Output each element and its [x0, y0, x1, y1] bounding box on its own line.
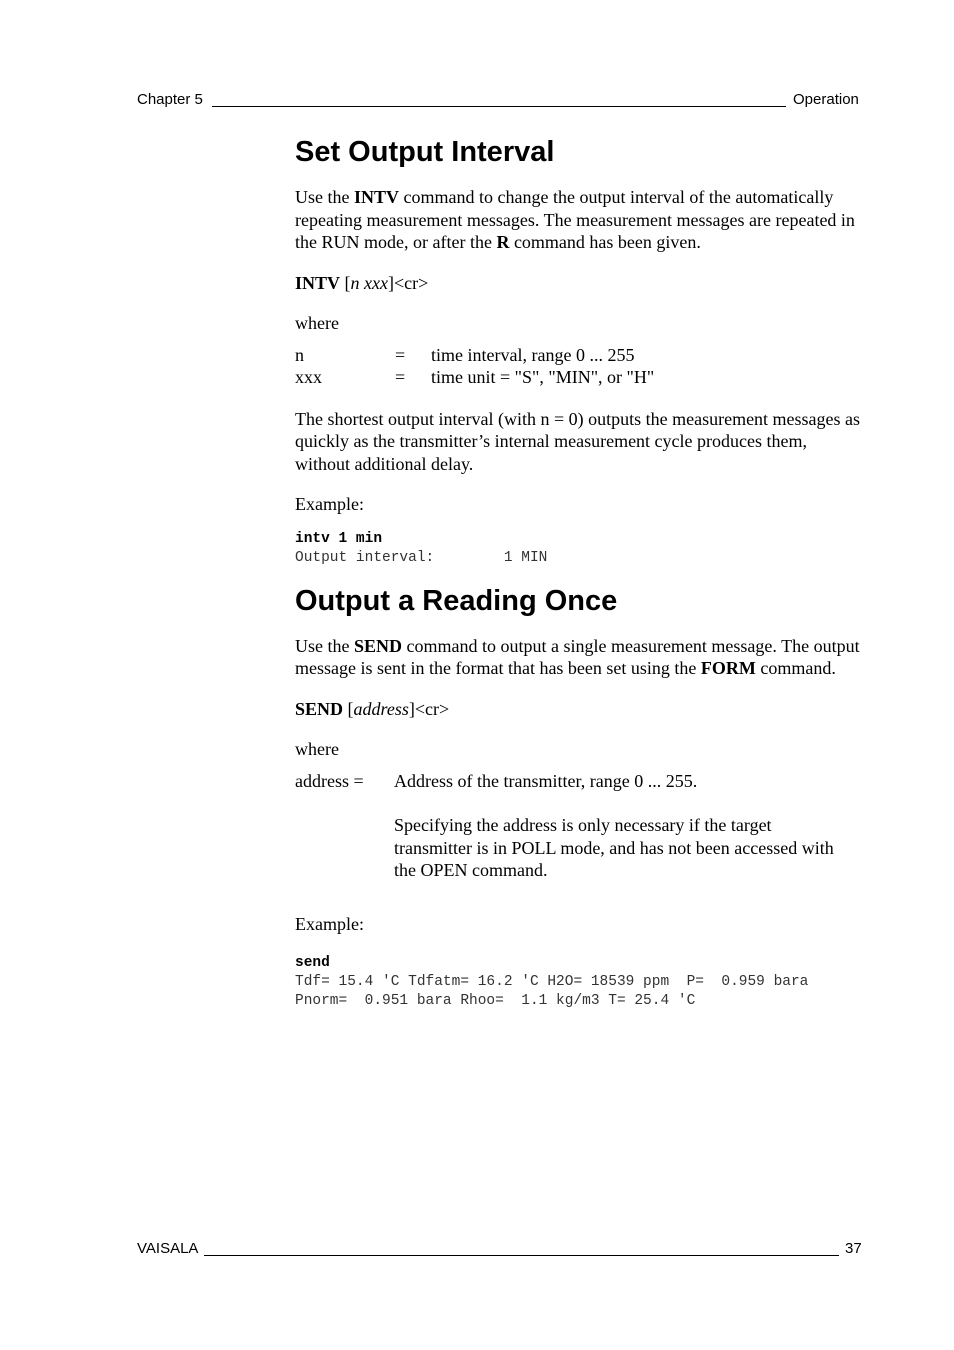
intv-example-block — [295, 530, 865, 568]
intv-syntax: INTV [n xxx]<cr> — [295, 272, 429, 293]
footer-rule — [204, 1255, 839, 1256]
param-note-address: Specifying the address is only necessary if the target transmitter is in POLL mode, and has not been accessed with the OPEN command. — [394, 815, 834, 880]
param-name-address: address = — [295, 770, 364, 791]
intv-example-command: intv 1 min — [295, 530, 383, 547]
form-command-inline: FORM — [700, 658, 756, 678]
send-parameter — [295, 770, 865, 882]
footer-brand: VAISALA — [137, 1240, 199, 1257]
send-intro-paragraph: Use the SEND command to output a single measurement message. The output message is sent in the format that has been set using the FORM command. — [295, 635, 860, 678]
footer-page-number: 37 — [845, 1240, 862, 1257]
header-rule — [212, 106, 786, 107]
send-command-inline: SEND — [353, 635, 402, 656]
send-example-output-line-1: Tdf= 15.4 'C Tdfatm= 16.2 'C H2O= 18539 ppm P= 0.959 bara — [295, 974, 809, 990]
section-title-output-reading-once: Output a Reading Once — [295, 584, 618, 617]
page-content — [295, 132, 865, 1011]
send-syntax: SEND [address]<cr> — [295, 698, 450, 719]
intv-example-output: Output interval: 1 MIN — [295, 549, 548, 566]
intv-parameter-list — [295, 344, 865, 388]
send-example-command: send — [295, 955, 330, 971]
intv-command-inline: INTV — [353, 187, 399, 207]
intv-example-label: Example: — [295, 494, 364, 514]
section-title-set-output-interval: Set Output Interval — [295, 136, 555, 168]
intv-where-label: where — [295, 313, 339, 333]
r-command-inline: R — [496, 232, 510, 252]
intv-intro-paragraph: Use the INTV command to change the output interval of the automatically repeating measurement messages. The measurement messages are repeated in the RUN mode, or after the R command has been given. — [295, 187, 855, 252]
header-chapter: Chapter 5 — [137, 91, 203, 108]
param-row-xxx: xxx = time unit = "S", "MIN", or "H" — [295, 366, 655, 387]
send-example-block — [295, 954, 865, 1011]
param-desc-address: Address of the transmitter, range 0 ... 255. — [394, 770, 698, 791]
send-where-label: where — [295, 739, 339, 759]
send-example-label: Example: — [295, 913, 364, 934]
send-example-output-line-2: Pnorm= 0.951 bara Rhoo= 1.1 kg/m3 T= 25.4 'C — [295, 993, 696, 1009]
param-row-n: n = time interval, range 0 ... 255 — [295, 344, 635, 365]
header-section: Operation — [793, 91, 859, 108]
intv-note-paragraph: The shortest output interval (with n = 0) outputs the measurement messages as quickly as the transmitter’s internal measurement cycle produces them, without additional delay. — [295, 408, 861, 474]
